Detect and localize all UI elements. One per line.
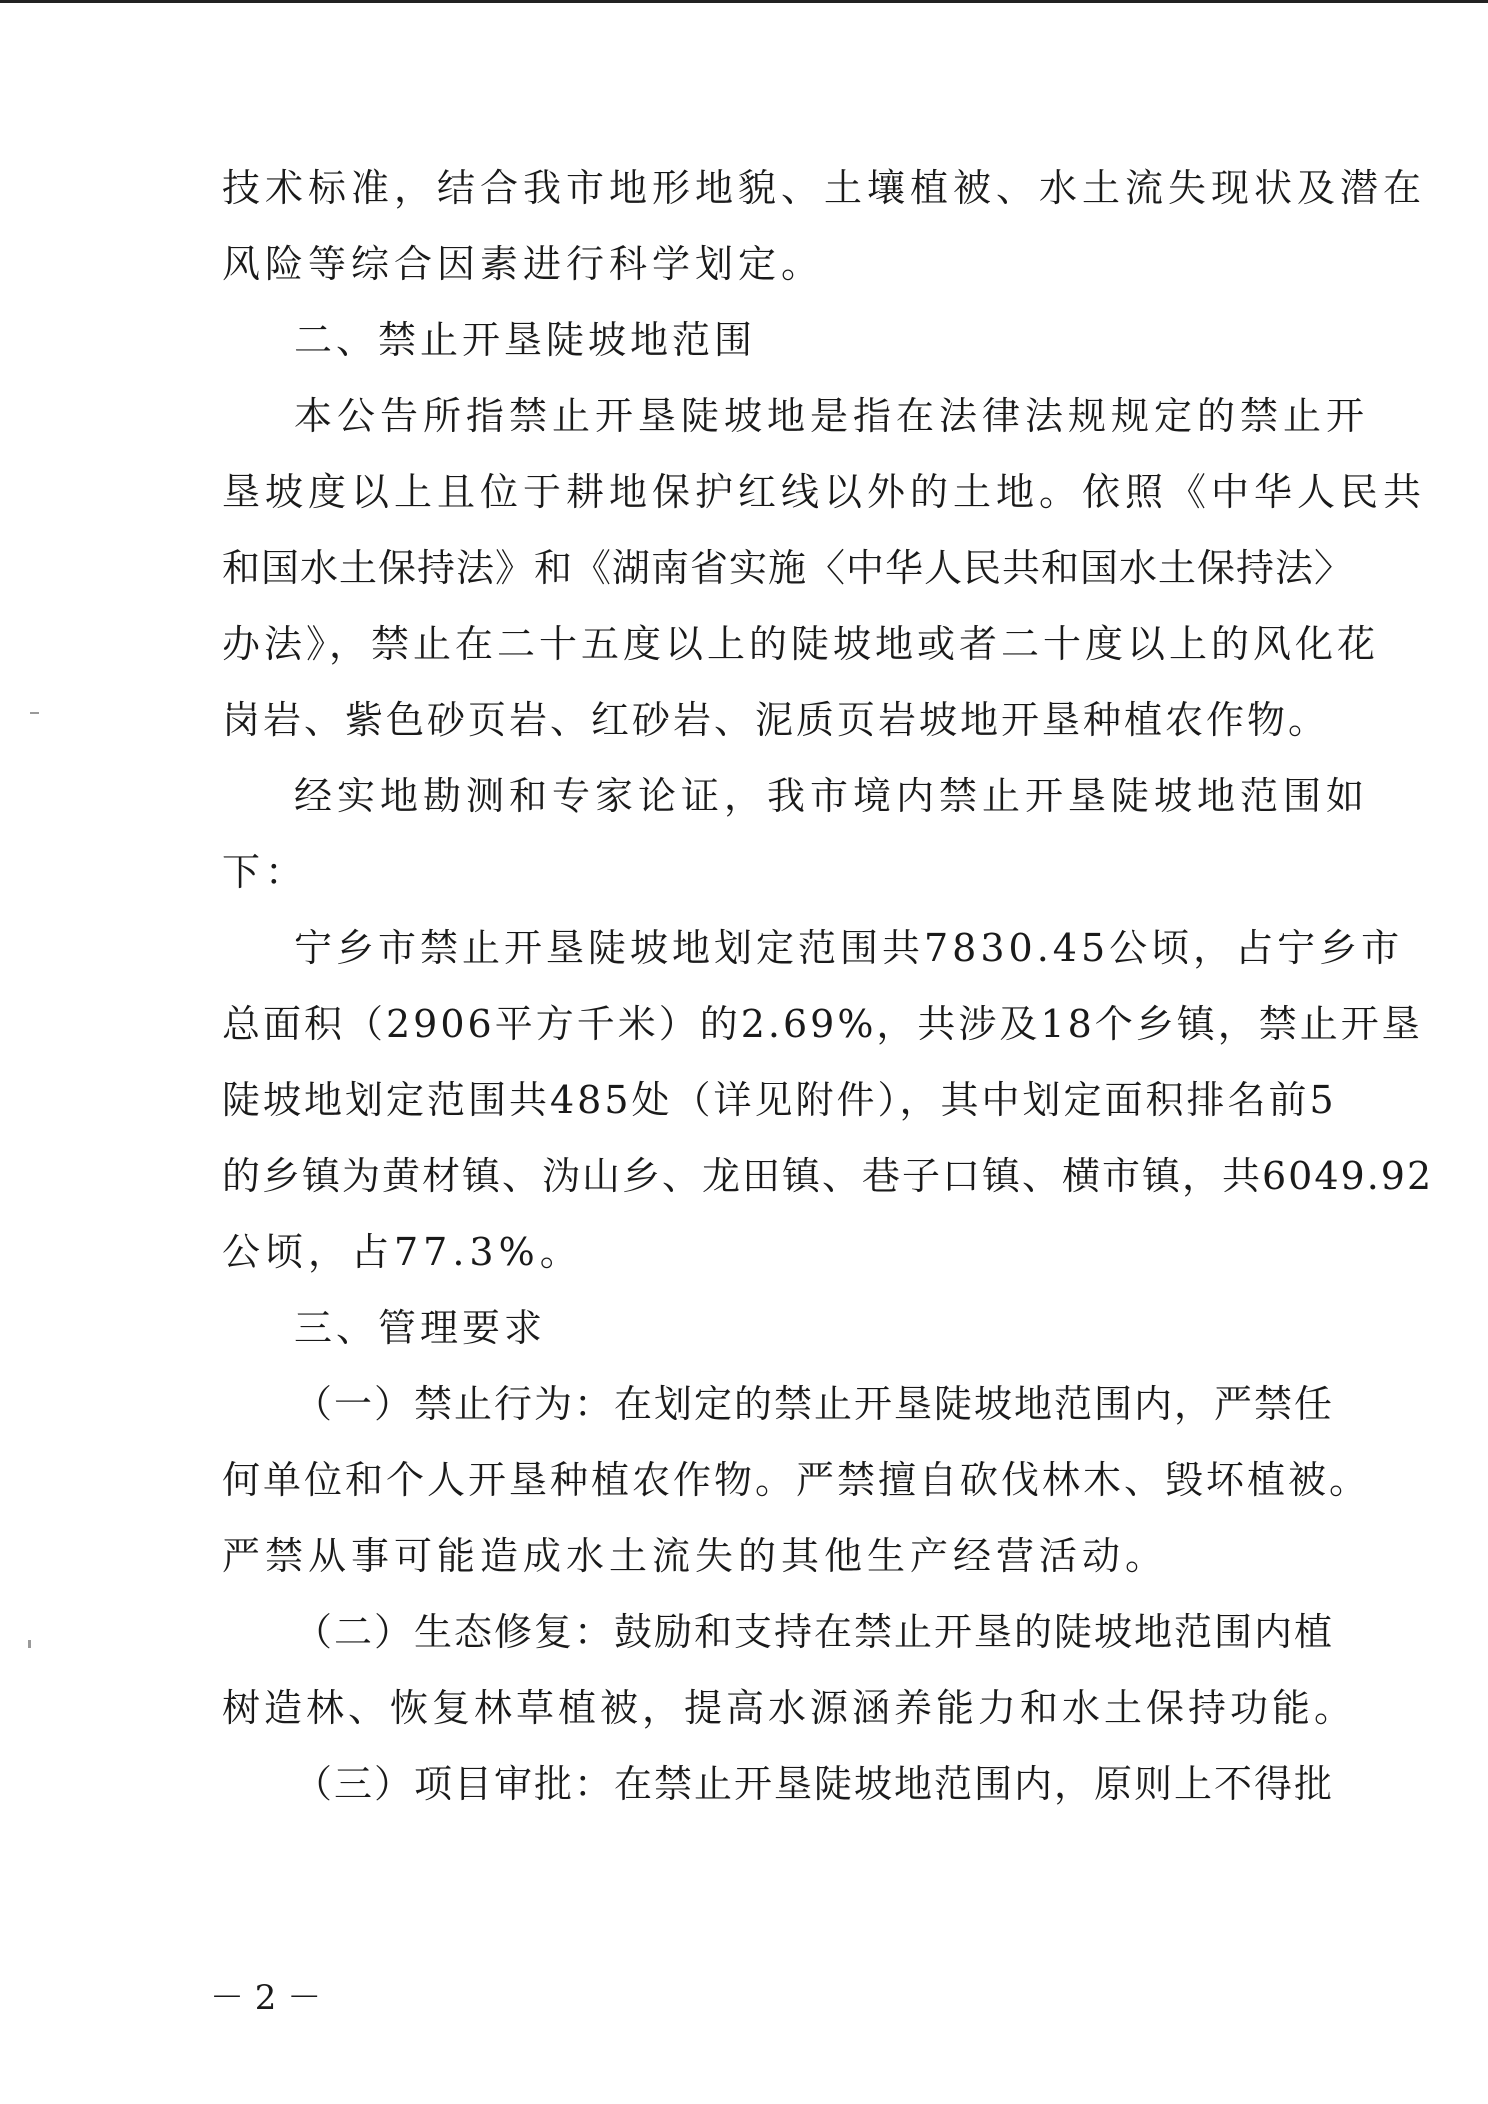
scan-artifact (28, 1640, 31, 1648)
text-line: 经实地勘测和专家论证，我市境内禁止开垦陡坡地范围如 (294, 774, 1370, 818)
page-number: － 2 － (210, 1978, 322, 2018)
text-line: 陡坡地划定范围共485处（详见附件），其中划定面积排名前5 (222, 1078, 1337, 1122)
text-line: 的乡镇为黄材镇、沩山乡、龙田镇、巷子口镇、横市镇，共6049.92 (222, 1154, 1434, 1198)
text-line: 下： (222, 850, 309, 894)
text-line: （一）禁止行为：在划定的禁止开垦陡坡地范围内，严禁任 (294, 1382, 1335, 1426)
text-line: 技术标准，结合我市地形地貌、土壤植被、水土流失现状及潜在 (222, 166, 1427, 210)
text-line: （三）项目审批：在禁止开垦陡坡地范围内，原则上不得批 (294, 1762, 1335, 1806)
text-line: 风险等综合因素进行科学划定。 (222, 242, 825, 286)
text-line: 本公告所指禁止开垦陡坡地是指在法律法规规定的禁止开 (294, 394, 1370, 438)
text-line: 宁乡市禁止开垦陡坡地划定范围共7830.45公顷，占宁乡市 (294, 926, 1404, 970)
text-line: 办法》，禁止在二十五度以上的陡坡地或者二十度以上的风化花 (222, 622, 1380, 666)
text-line: 和国水土保持法》和《湖南省实施〈中华人民共和国水土保持法〉 (222, 546, 1354, 590)
text-line: 何单位和个人开垦种植农作物。严禁擅自砍伐林木、毁坏植被。 (222, 1458, 1371, 1502)
section-heading: 二、禁止开垦陡坡地范围 (294, 318, 757, 362)
section-heading: 三、管理要求 (294, 1306, 547, 1350)
text-line: 岗岩、紫色砂页岩、红砂岩、泥质页岩坡地开垦种植农作物。 (222, 698, 1330, 742)
scan-top-edge (0, 0, 1488, 3)
scan-artifact (30, 712, 39, 714)
text-line: 总面积（2906平方千米）的2.69%，共涉及18个乡镇，禁止开垦 (222, 1002, 1423, 1046)
text-line: 垦坡度以上且位于耕地保护红线以外的土地。依照《中华人民共 (222, 470, 1427, 514)
text-line: （二）生态修复：鼓励和支持在禁止开垦的陡坡地范围内植 (294, 1610, 1335, 1654)
text-line: 严禁从事可能造成水土流失的其他生产经营活动。 (222, 1534, 1169, 1578)
text-line: 公顷，占77.3%。 (222, 1230, 583, 1274)
text-line: 树造林、恢复林草植被，提高水源涵养能力和水土保持功能。 (222, 1686, 1357, 1730)
